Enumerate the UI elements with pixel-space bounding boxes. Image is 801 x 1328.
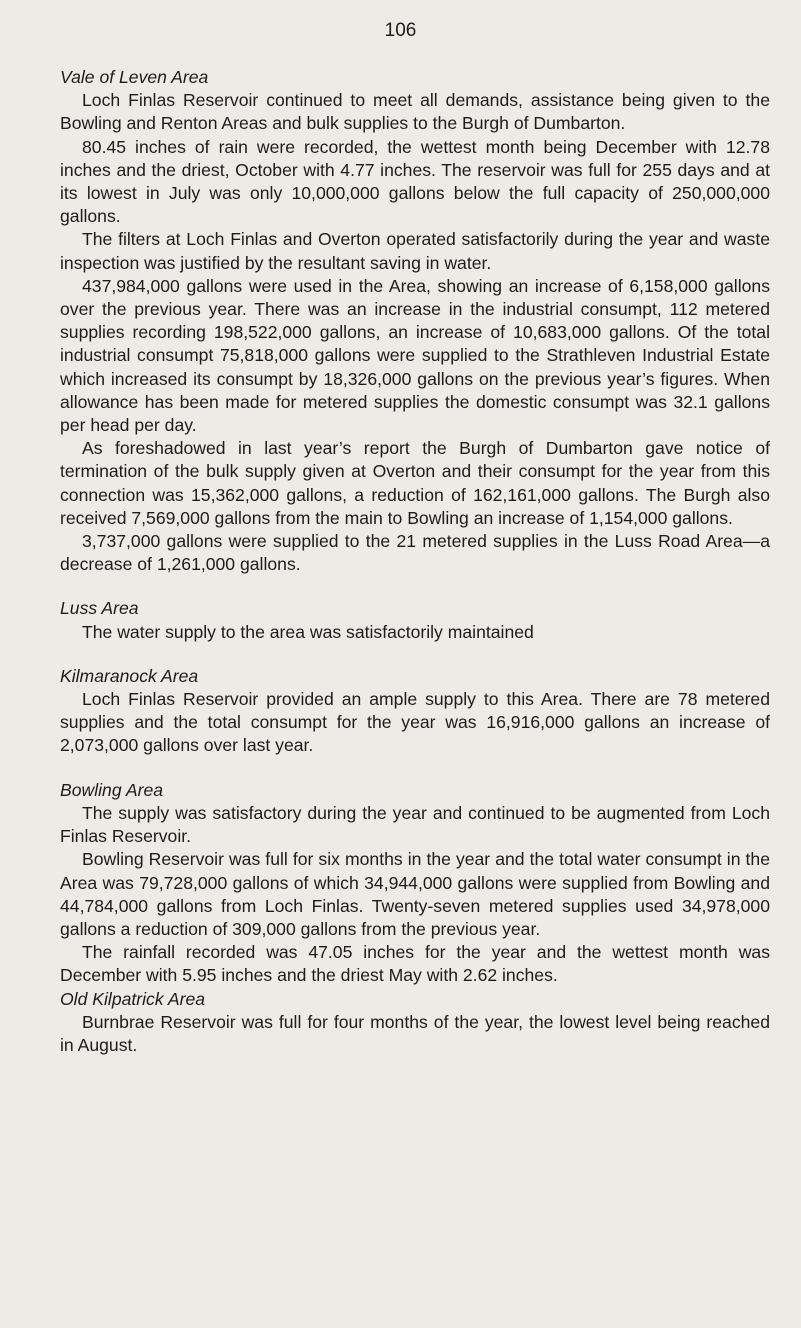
section-kilmaranock bbox=[60, 665, 770, 758]
paragraph: Burnbrae Reservoir was full for four months of the year, the lowest level being reached in August. bbox=[60, 1011, 770, 1055]
paragraph: The supply was satisfactory during the year and continued to be augmented from Loch Finlas Reservoir. bbox=[60, 802, 770, 847]
paragraph: Loch Finlas Reservoir continued to meet all demands, assistance being given to the Bowling and Renton Areas and bulk supplies to the Burgh of Dumbarton. bbox=[60, 90, 770, 134]
document-body bbox=[60, 66, 770, 1057]
paragraph: Bowling Reservoir was full for six months in the year and the total water consumpt in the Area was 79,728,000 gallons of which 34,944,000 gallons were supplied from Bowling and 44,784,000 gallons from Loch Finlas. Twenty-seven metered supplies used 34,978,000 gallons a reduction of 309,000 gallons from the previous year. bbox=[60, 849, 770, 939]
section-heading: Old Kilpatrick Area bbox=[60, 988, 206, 1009]
paragraph: 3,737,000 gallons were supplied to the 21 metered supplies in the Luss Road Area—a decrease of 1,261,000 gallons. bbox=[60, 531, 770, 575]
paragraph: The rainfall recorded was 47.05 inches for the year and the wettest month was December with 5.95 inches and the driest May with 2.62 inches. bbox=[60, 942, 770, 986]
section-heading: Bowling Area bbox=[60, 779, 164, 800]
section-vale-of-leven bbox=[60, 66, 770, 576]
section-heading: Luss Area bbox=[60, 598, 139, 619]
paragraph: The water supply to the area was satisfactorily maintained bbox=[82, 621, 534, 642]
section-bowling bbox=[60, 779, 770, 988]
paragraph: As foreshadowed in last year’s report the Burgh of Dumbarton gave notice of termination of the bulk supply given at Overton and their consumpt for the year from this connection was 15,362,000 gallons, a reduction of 162,161,000 gallons. The Burgh also received 7,569,000 gallons from the main to Bowling an increase of 1,154,000 gallons. bbox=[60, 438, 770, 528]
section-luss bbox=[60, 597, 770, 643]
paragraph: 437,984,000 gallons were used in the Area, showing an increase of 6,158,000 gallons over the previous year. There was an increase in the industrial consumpt, 112 metered supplies recording 198,522,000 gallons, an increase of 10,683,000 gallons. Of the total industrial consumpt 75,818,000 gallons were supplied to the Strathleven Industrial Estate which increased its consumpt by 18,326,000 gallons on the previous year’s figures. When allowance has been made for metered supplies the domestic consumpt was 32.1 gallons per head per day. bbox=[60, 275, 770, 436]
paragraph: 80.45 inches of rain were recorded, the wettest month being December with 12.78 inches and the driest, October with 4.77 inches. The reservoir was full for 255 days and at its lowest in July was only 10,000,000 gallons below the full capacity of 250,000,000 gallons. bbox=[60, 136, 770, 227]
page-number: 106 bbox=[384, 20, 417, 41]
paragraph: The filters at Loch Finlas and Overton operated satisfactorily during the year and waste inspection was justified by the resultant saving in water. bbox=[60, 229, 770, 273]
section-heading: Kilmaranock Area bbox=[60, 665, 199, 686]
section-heading: Vale of Leven Area bbox=[60, 67, 209, 87]
paragraph: Loch Finlas Reservoir provided an ample supply to this Area. There are 78 metered supplies and the total consumpt for the year was 16,916,000 gallons an increase of 2,073,000 gallons over last year. bbox=[60, 689, 770, 756]
section-old-kilpatrick bbox=[60, 988, 770, 1058]
